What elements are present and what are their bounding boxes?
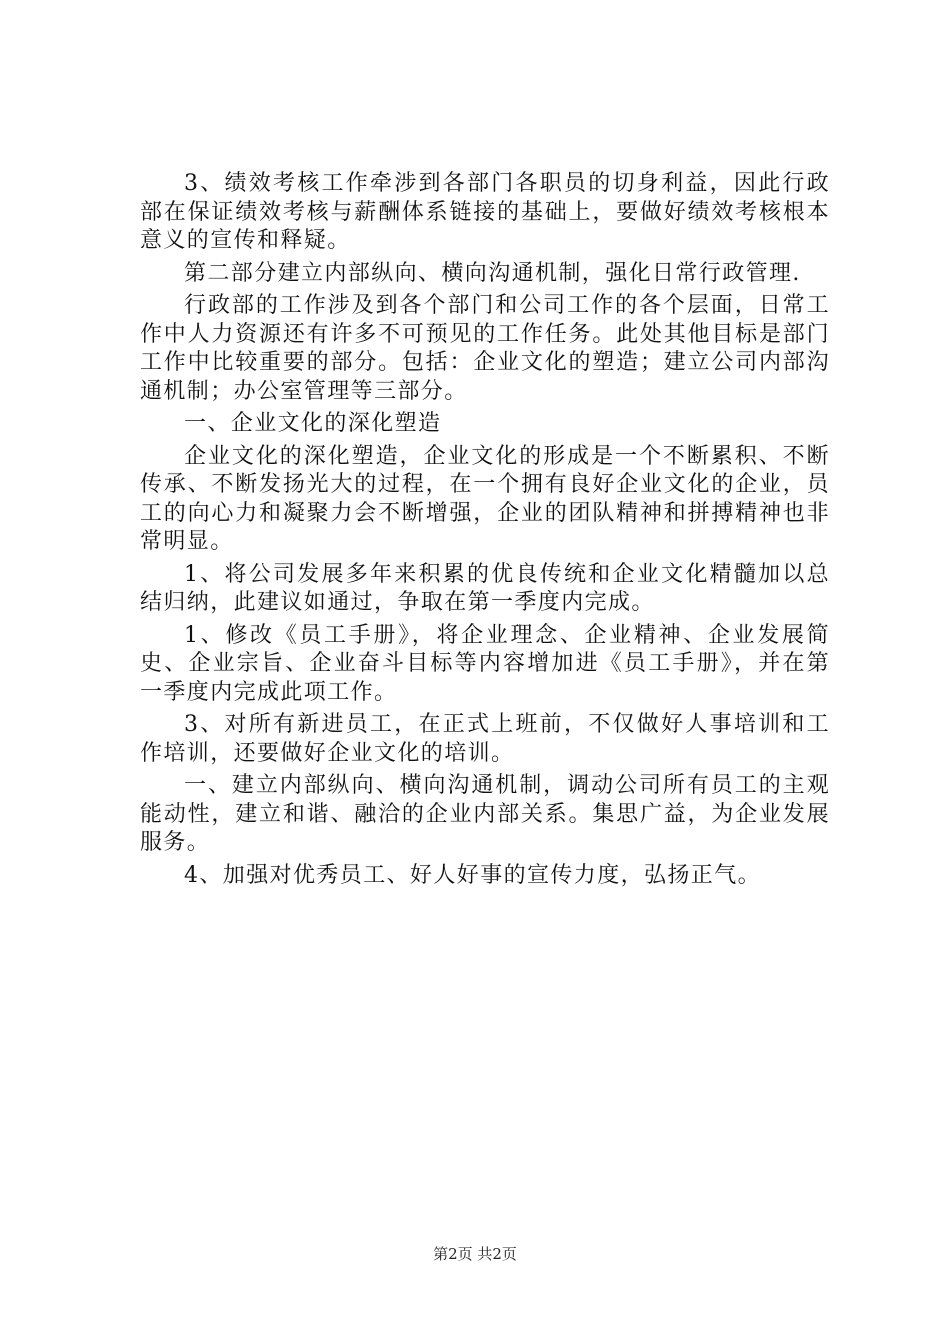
paragraph-admin-scope: 行政部的工作涉及到各个部门和公司工作的各个层面，日常工作中人力资源还有许多不可预见的工作任务。此处其他目标是部门工作中比较重要的部分。包括：企业文化的塑造；建立公司内部沟通机制；办公室管理等三部分。 xyxy=(140,293,830,404)
list-item-employee-handbook: 1、修改《员工手册》，将企业理念、企业精神、企业发展简史、企业宗旨、企业奋斗目标等内容增加进《员工手册》，并在第一季度内完成此项工作。 xyxy=(140,622,830,705)
paragraph-performance-review: 3、绩效考核工作牵涉到各部门各职员的切身利益，因此行政部在保证绩效考核与薪酬体系链接的基础上，要做好绩效考核根本意义的宣传和释疑。 xyxy=(140,171,830,253)
heading-part-two: 第二部分建立内部纵向、横向沟通机制，强化日常行政管理. xyxy=(184,260,801,286)
document-body xyxy=(140,170,830,894)
heading-corporate-culture: 一、企业文化的深化塑造 xyxy=(184,411,442,436)
paragraph-culture-intro: 企业文化的深化塑造，企业文化的形成是一个不断累积、不断传承、不断发扬光大的过程，在一个拥有良好企业文化的企业，员工的向心力和凝聚力会不断增强，企业的团队精神和拼搏精神也非常明显。 xyxy=(140,443,830,554)
heading-communication-mechanism: 一、建立内部纵向、横向沟通机制，调动公司所有员工的主观能动性，建立和谐、融洽的企业内部关系。集思广益，为企业发展服务。 xyxy=(140,773,830,855)
list-item-promote-excellence: 4、加强对优秀员工、好人好事的宣传力度，弘扬正气。 xyxy=(184,862,761,888)
page-number-footer: 第2页 共2页 xyxy=(433,1245,517,1263)
list-item-new-employee-training: 3、对所有新进员工，在正式上班前，不仅做好人事培训和工作培训，还要做好企业文化的培训。 xyxy=(140,712,830,766)
list-item-summarize-tradition: 1、将公司发展多年来积累的优良传统和企业文化精髓加以总结归纳，此建议如通过，争取在第一季度内完成。 xyxy=(140,561,830,615)
